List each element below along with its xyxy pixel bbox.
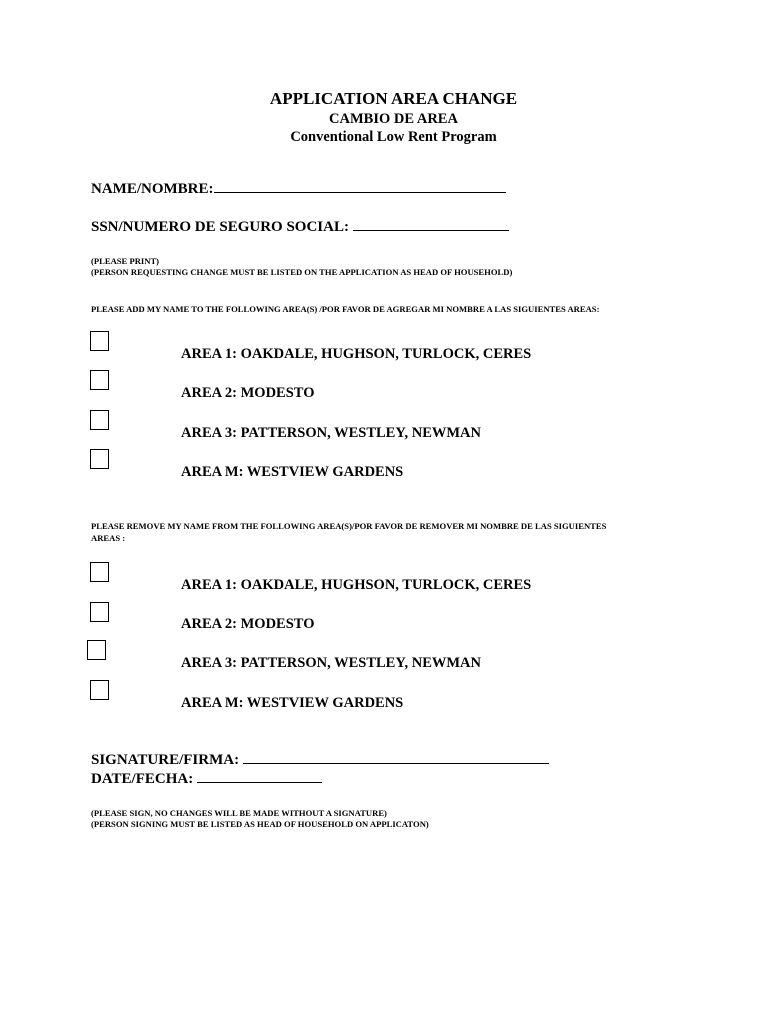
remove-instruction-line1: PLEASE REMOVE MY NAME FROM THE FOLLOWING AREA(S)/POR FAVOR DE REMOVER MI NOMBRE DE LAS SIGUIENTES [91,521,607,531]
signature-field [91,752,549,769]
add-area-3-label: AREA 3: PATTERSON, WESTLEY, NEWMAN [181,425,481,441]
remove-area-2-label: AREA 2: MODESTO [181,616,315,632]
name-label: NAME/NOMBRE: [91,181,214,197]
remove-area-1-checkbox[interactable] [90,562,109,582]
name-input[interactable] [214,192,506,193]
add-area-m-label: AREA M: WESTVIEW GARDENS [181,464,404,480]
add-instruction: PLEASE ADD MY NAME TO THE FOLLOWING AREA(S) /POR FAVOR DE AGREGAR MI NOMBRE A LAS SIGUIENTES AREAS: [91,304,600,314]
remove-area-1-label: AREA 1: OAKDALE, HUGHSON, TURLOCK, CERES [181,577,532,593]
ssn-label: SSN/NUMERO DE SEGURO SOCIAL: [91,219,349,235]
sign-note-1: (PLEASE SIGN, NO CHANGES WILL BE MADE WITHOUT A SIGNATURE) [91,808,387,818]
head-household-note: (PERSON REQUESTING CHANGE MUST BE LISTED ON THE APPLICATION AS HEAD OF HOUSEHOLD) [91,267,513,277]
program-name: Conventional Low Rent Program [290,129,497,145]
remove-area-m-label: AREA M: WESTVIEW GARDENS [181,695,404,711]
sign-note-2: (PERSON SIGNING MUST BE LISTED AS HEAD OF HOUSEHOLD ON APPLICATON) [91,819,429,829]
ssn-field [91,219,509,236]
signature-input[interactable] [243,763,549,764]
add-area-1-checkbox[interactable] [90,331,109,351]
name-field [91,181,506,198]
add-area-1-label: AREA 1: OAKDALE, HUGHSON, TURLOCK, CERES [181,346,532,362]
add-area-2-checkbox[interactable] [90,370,109,390]
add-area-m-checkbox[interactable] [90,449,109,469]
remove-instruction-line2: AREAS : [91,533,126,543]
please-print-note: (PLEASE PRINT) [91,256,160,266]
page-subtitle: CAMBIO DE AREA [329,111,458,127]
date-field [91,771,322,788]
ssn-input[interactable] [353,230,509,231]
add-area-3-checkbox[interactable] [90,410,109,430]
signature-label: SIGNATURE/FIRMA: [91,752,240,768]
date-input[interactable] [197,782,322,783]
remove-area-3-label: AREA 3: PATTERSON, WESTLEY, NEWMAN [181,655,481,671]
remove-area-m-checkbox[interactable] [90,680,109,700]
add-area-2-label: AREA 2: MODESTO [181,385,315,401]
remove-area-3-checkbox[interactable] [87,640,106,660]
page-title: APPLICATION AREA CHANGE [269,89,518,108]
date-label: DATE/FECHA: [91,771,194,787]
remove-area-2-checkbox[interactable] [90,602,109,622]
